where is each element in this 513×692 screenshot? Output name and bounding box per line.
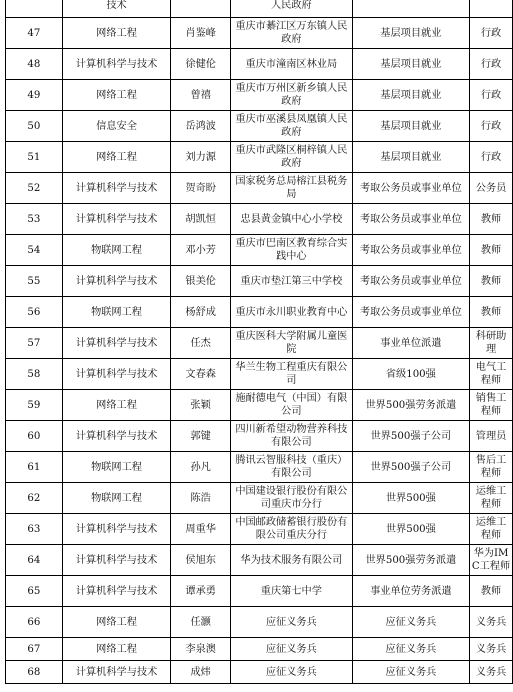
table-row xyxy=(6,390,513,421)
employment-type-cell: 应征义务兵 xyxy=(352,661,470,684)
table-row xyxy=(6,235,513,266)
major-cell: 计算机科学与技术 xyxy=(62,545,171,576)
row-number-cell: 48 xyxy=(6,49,63,80)
table-row xyxy=(6,421,513,452)
table-row xyxy=(6,49,513,80)
table-row xyxy=(6,545,513,576)
student-name-cell: 岳鸿波 xyxy=(171,111,231,142)
employment-type-cell: 事业单位劳务派遣 xyxy=(352,576,470,607)
major-cell: 计算机科学与技术 xyxy=(62,49,171,80)
table-row xyxy=(6,607,513,638)
student-name-cell: 刘力源 xyxy=(171,142,231,173)
table-row xyxy=(6,483,513,514)
employment-type-cell: 世界500强劳务派遣 xyxy=(352,545,470,576)
employer-cell: 施耐德电气（中国）有限公司 xyxy=(231,390,353,421)
employer-cell: 中国建设银行股份有限公司重庆市分行 xyxy=(231,483,353,514)
major-cell: 计算机科学与技术 xyxy=(62,204,171,235)
employer-cell: 重庆医科大学附属儿童医院 xyxy=(231,328,353,359)
employment-type-cell: 应征义务兵 xyxy=(352,607,470,638)
employment-type-cell: 考取公务员或事业单位 xyxy=(352,266,470,297)
employment-type-cell: 考取公务员或事业单位 xyxy=(352,297,470,328)
employer-cell: 人民政府 xyxy=(231,0,353,18)
student-name-cell: 张颖 xyxy=(171,390,231,421)
row-number-cell: 49 xyxy=(6,80,63,111)
student-name-cell: 谭承勇 xyxy=(171,576,231,607)
employer-cell: 重庆市潼南区林业局 xyxy=(231,49,353,80)
employer-cell: 应征义务兵 xyxy=(231,638,353,661)
position-cell xyxy=(470,0,513,18)
employment-type-cell: 事业单位派遣 xyxy=(352,328,470,359)
employment-type-cell: 考取公务员或事业单位 xyxy=(352,235,470,266)
employer-cell: 国家税务总局榕江县税务局 xyxy=(231,173,353,204)
row-number-cell: 66 xyxy=(6,607,63,638)
position-cell: 运维工程师 xyxy=(470,514,513,545)
major-cell: 网络工程 xyxy=(62,18,171,49)
position-cell: 销售工程师 xyxy=(470,390,513,421)
row-number-cell: 65 xyxy=(6,576,63,607)
table-row xyxy=(6,297,513,328)
position-cell: 教师 xyxy=(470,297,513,328)
table-row xyxy=(6,638,513,661)
employer-cell: 重庆市垫江第三中学校 xyxy=(231,266,353,297)
student-name-cell: 胡凯恒 xyxy=(171,204,231,235)
position-cell: 运维工程师 xyxy=(470,483,513,514)
employment-type-cell: 世界500强 xyxy=(352,483,470,514)
student-name-cell: 陈浩 xyxy=(171,483,231,514)
row-number-cell: 67 xyxy=(6,638,63,661)
row-number-cell: 53 xyxy=(6,204,63,235)
student-name-cell: 杨舒成 xyxy=(171,297,231,328)
major-cell: 网络工程 xyxy=(62,607,171,638)
position-cell: 行政 xyxy=(470,18,513,49)
employment-type-cell: 考取公务员或事业单位 xyxy=(352,204,470,235)
student-name-cell: 任杰 xyxy=(171,328,231,359)
employment-type-cell xyxy=(352,0,470,18)
major-cell: 物联网工程 xyxy=(62,297,171,328)
student-name-cell: 李泉澳 xyxy=(171,638,231,661)
row-number-cell: 57 xyxy=(6,328,63,359)
employment-type-cell: 世界500强劳务派遣 xyxy=(352,390,470,421)
major-cell: 计算机科学与技术 xyxy=(62,266,171,297)
employment-type-cell: 考取公务员或事业单位 xyxy=(352,173,470,204)
position-cell: 管理员 xyxy=(470,421,513,452)
student-name-cell: 银美伦 xyxy=(171,266,231,297)
employment-type-cell: 基层项目就业 xyxy=(352,80,470,111)
employment-type-cell: 基层项目就业 xyxy=(352,142,470,173)
student-name-cell: 周重华 xyxy=(171,514,231,545)
major-cell: 计算机科学与技术 xyxy=(62,359,171,390)
position-cell: 行政 xyxy=(470,142,513,173)
row-number-cell: 60 xyxy=(6,421,63,452)
employer-cell: 应征义务兵 xyxy=(231,607,353,638)
row-number-cell: 64 xyxy=(6,545,63,576)
major-cell: 计算机科学与技术 xyxy=(62,576,171,607)
student-name-cell: 孙凡 xyxy=(171,452,231,483)
position-cell: 义务兵 xyxy=(470,607,513,638)
row-number-cell: 68 xyxy=(6,661,63,684)
employer-cell: 重庆市巫溪县凤凰镇人民政府 xyxy=(231,111,353,142)
student-name-cell: 曾禧 xyxy=(171,80,231,111)
student-name-cell: 任灏 xyxy=(171,607,231,638)
major-cell: 物联网工程 xyxy=(62,235,171,266)
employment-type-cell: 应征义务兵 xyxy=(352,638,470,661)
position-cell: 华为IMC工程师 xyxy=(470,545,513,576)
row-number-cell: 61 xyxy=(6,452,63,483)
employer-cell: 应征义务兵 xyxy=(231,661,353,684)
employer-cell: 中国邮政储蓄银行股份有限公司重庆分行 xyxy=(231,514,353,545)
row-number-cell: 59 xyxy=(6,390,63,421)
row-number-cell: 63 xyxy=(6,514,63,545)
position-cell: 行政 xyxy=(470,80,513,111)
employer-cell: 四川新希望动物营养科技有限公司 xyxy=(231,421,353,452)
row-number-cell: 54 xyxy=(6,235,63,266)
table-row xyxy=(6,80,513,111)
table-row xyxy=(6,328,513,359)
table-row xyxy=(6,359,513,390)
row-number-cell: 55 xyxy=(6,266,63,297)
employer-cell: 重庆市万州区新乡镇人民政府 xyxy=(231,80,353,111)
table-row xyxy=(6,452,513,483)
student-name-cell xyxy=(171,0,231,18)
employment-type-cell: 世界500强子公司 xyxy=(352,421,470,452)
table-row xyxy=(6,576,513,607)
row-number-cell xyxy=(6,0,63,18)
row-number-cell: 51 xyxy=(6,142,63,173)
major-cell: 计算机科学与技术 xyxy=(62,661,171,684)
major-cell: 计算机科学与技术 xyxy=(62,421,171,452)
position-cell: 教师 xyxy=(470,266,513,297)
student-name-cell: 贺奇盼 xyxy=(171,173,231,204)
major-cell: 计算机科学与技术 xyxy=(62,514,171,545)
student-name-cell: 侯旭东 xyxy=(171,545,231,576)
position-cell: 教师 xyxy=(470,576,513,607)
table-row xyxy=(6,18,513,49)
row-number-cell: 47 xyxy=(6,18,63,49)
employment-type-cell: 基层项目就业 xyxy=(352,18,470,49)
position-cell: 行政 xyxy=(470,111,513,142)
student-name-cell: 肖鉴峰 xyxy=(171,18,231,49)
employer-cell: 华兰生物工程重庆有限公司 xyxy=(231,359,353,390)
position-cell: 科研助理 xyxy=(470,328,513,359)
row-number-cell: 58 xyxy=(6,359,63,390)
employer-cell: 重庆市綦江区万东镇人民政府 xyxy=(231,18,353,49)
position-cell: 公务员 xyxy=(470,173,513,204)
employment-type-cell: 世界500强子公司 xyxy=(352,452,470,483)
employment-type-cell: 基层项目就业 xyxy=(352,111,470,142)
position-cell: 电气工程师 xyxy=(470,359,513,390)
position-cell: 行政 xyxy=(470,49,513,80)
major-cell: 网络工程 xyxy=(62,390,171,421)
employer-cell: 重庆市巴南区教育综合实践中心 xyxy=(231,235,353,266)
position-cell: 义务兵 xyxy=(470,638,513,661)
table-row xyxy=(6,0,513,18)
row-number-cell: 62 xyxy=(6,483,63,514)
employment-type-cell: 基层项目就业 xyxy=(352,49,470,80)
table-row xyxy=(6,204,513,235)
employer-cell: 华为技术服务有限公司 xyxy=(231,545,353,576)
employment-type-cell: 省级100强 xyxy=(352,359,470,390)
employment-type-cell: 世界500强 xyxy=(352,514,470,545)
table-row xyxy=(6,661,513,684)
table-row xyxy=(6,514,513,545)
employer-cell: 重庆市永川职业教育中心 xyxy=(231,297,353,328)
student-name-cell: 邓小芳 xyxy=(171,235,231,266)
major-cell: 技术 xyxy=(62,0,171,18)
row-number-cell: 50 xyxy=(6,111,63,142)
major-cell: 网络工程 xyxy=(62,638,171,661)
table-body xyxy=(6,0,513,684)
position-cell: 售后工程师 xyxy=(470,452,513,483)
row-number-cell: 52 xyxy=(6,173,63,204)
employer-cell: 重庆第七中学 xyxy=(231,576,353,607)
employer-cell: 重庆市武隆区桐梓镇人民政府 xyxy=(231,142,353,173)
major-cell: 网络工程 xyxy=(62,80,171,111)
student-name-cell: 徐健伦 xyxy=(171,49,231,80)
student-name-cell: 文春森 xyxy=(171,359,231,390)
major-cell: 计算机科学与技术 xyxy=(62,328,171,359)
position-cell: 教师 xyxy=(470,235,513,266)
employer-cell: 忠县黄金镇中心小学校 xyxy=(231,204,353,235)
student-name-cell: 郭键 xyxy=(171,421,231,452)
employment-table xyxy=(5,0,513,684)
major-cell: 信息安全 xyxy=(62,111,171,142)
position-cell: 义务兵 xyxy=(470,661,513,684)
table-row xyxy=(6,142,513,173)
row-number-cell: 56 xyxy=(6,297,63,328)
major-cell: 计算机科学与技术 xyxy=(62,173,171,204)
major-cell: 物联网工程 xyxy=(62,452,171,483)
major-cell: 物联网工程 xyxy=(62,483,171,514)
position-cell: 教师 xyxy=(470,204,513,235)
employer-cell: 腾讯云智服科技（重庆）有限公司 xyxy=(231,452,353,483)
student-name-cell: 成炜 xyxy=(171,661,231,684)
table-row xyxy=(6,111,513,142)
table-row xyxy=(6,173,513,204)
table-row xyxy=(6,266,513,297)
major-cell: 网络工程 xyxy=(62,142,171,173)
